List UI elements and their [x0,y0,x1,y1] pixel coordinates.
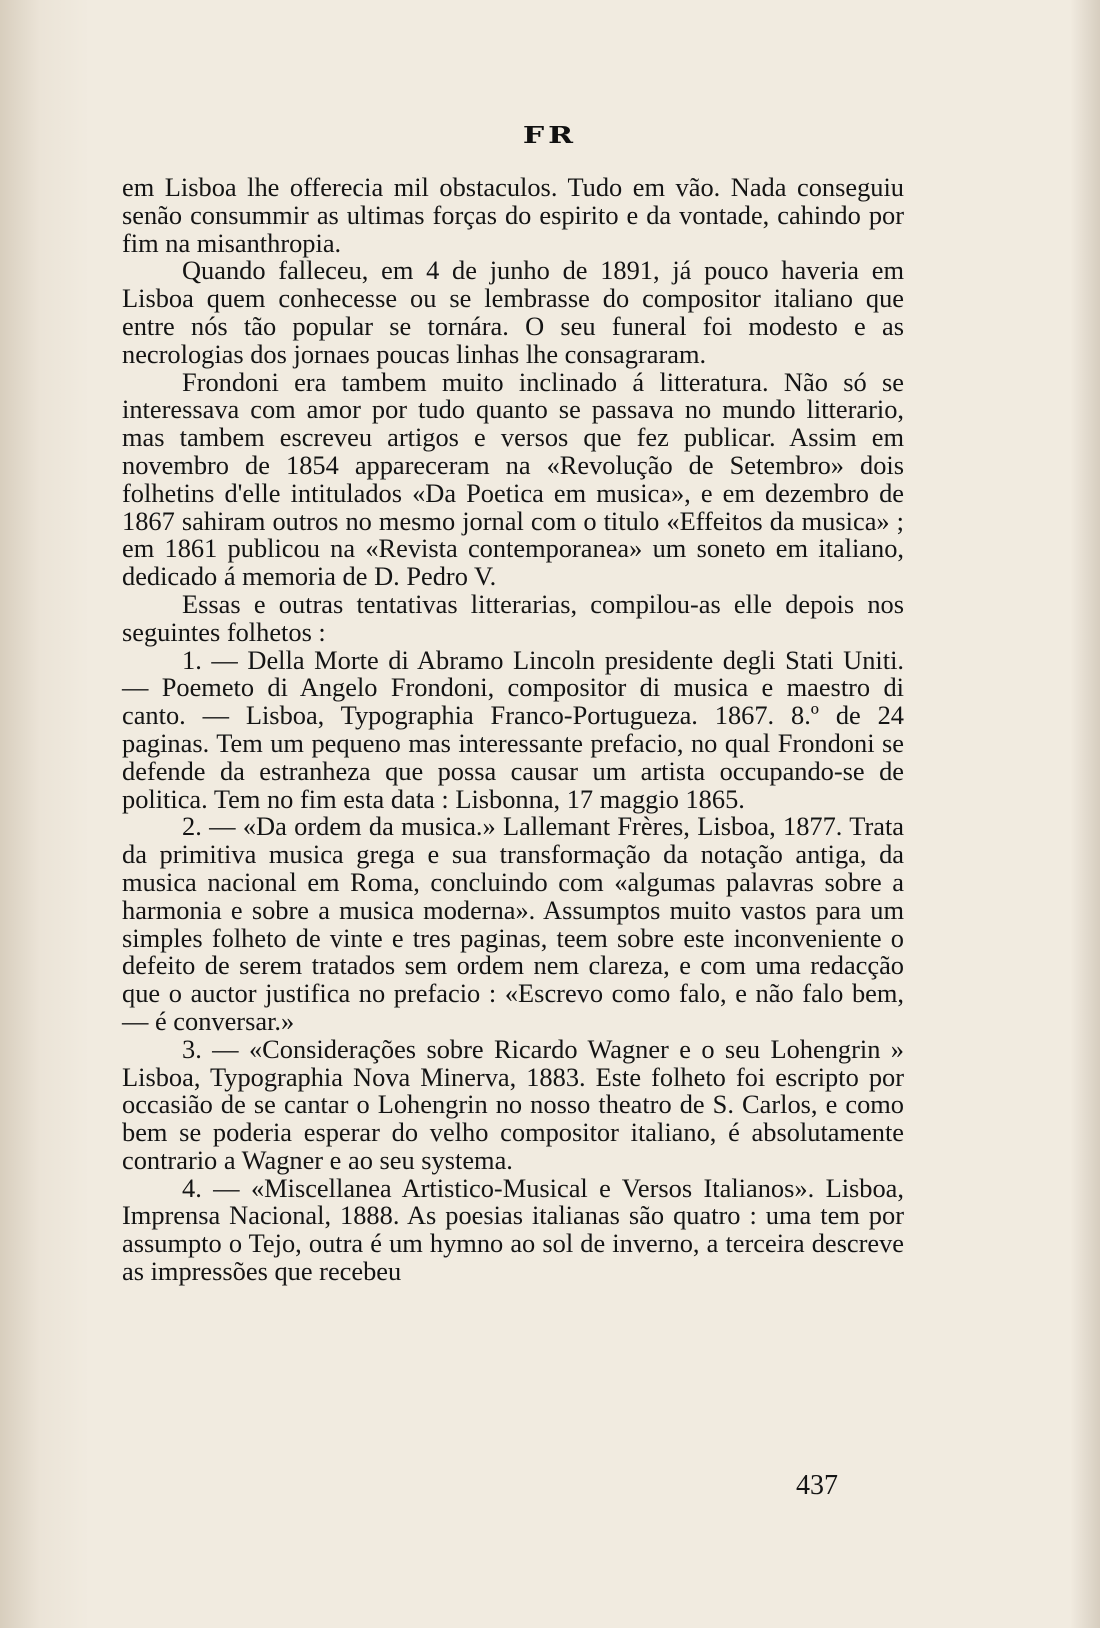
paragraph-4: Essas e outras tentativas litterarias, compilou-as elle depois nos seguintes folhetos : [122,588,904,647]
paragraph-1: em Lisboa lhe offerecia mil obstaculos. Tudo em vão. Nada conseguiu senão consummir as ultimas forças do espirito e da vontade, cahindo por fim na misanthropia. [122,172,904,258]
paragraph-5-item-1: 1. — Della Morte di Abramo Lincoln presidente degli Stati Uniti. — Poemeto di Angelo Frondoni, compositor di musica e maestro di canto. — Lisboa, Typographia Franco-Portugueza. 1867. 8.º de 24 paginas. Tem um pequeno mas interessante prefacio, no qual Frondoni se defende da estranheza que possa causar um artista occupando-se de politica. Tem no fim esta data : Lisbonna, 17 maggio 1865. [122,644,904,814]
running-head: FR [522,121,578,150]
paragraph-8-item-4: 4. — «Miscellanea Artistico-Musical e Versos Italianos». Lisboa, Imprensa Nacional, 1888. As poesias italianas são quatro : uma tem por assumpto o Tejo, outra é um hymno ao sol de inverno, a terceira descreve as impressões que recebeu [122,1172,904,1287]
paragraph-6-item-2: 2. — «Da ordem da musica.» Lallemant Frères, Lisboa, 1877. Trata da primitiva musica grega e sua transformação da notação antiga, da musica nacional em Roma, concluindo com «algumas palavras sobre a harmonia e sobre a musica moderna». Assumptos muito vastos para um simples folheto de vinte e tres paginas, teem sobre este inconveniente o defeito de serem tratados sem ordem nem clareza, e com uma redacção que o auctor justifica no prefacio : «Escrevo como falo, e não falo bem, — é conversar.» [122,811,904,1036]
page-number: 437 [796,1470,838,1501]
paragraph-3: Frondoni era tambem muito inclinado á litteratura. Não só se interessava com amor por tudo quanto se passava no mundo litterario, mas tambem escreveu artigos e versos que fez publicar. Assim em novembro de 1854 appareceram na «Revolução de Setembro» dois folhetins d'elle intitulados «Da Poetica em musica», e em dezembro de 1867 sahiram outros no mesmo jornal com o titulo «Effeitos da musica» ; em 1861 publicou na «Revista contemporanea» um soneto em italiano, dedicado á memoria de D. Pedro V. [122,366,904,592]
body-text [122,174,904,1286]
paragraph-7-item-3: 3. — «Considerações sobre Ricardo Wagner e o seu Lohengrin » Lisboa, Typographia Nova Minerva, 1883. Este folheto foi escripto por occasião de se cantar o Lohengrin no nosso theatro de S. Carlos, e como bem se poderia esperar do velho compositor italiano, é absolutamente contrario a Wagner e ao seu systema. [122,1033,904,1175]
paragraph-2: Quando falleceu, em 4 de junho de 1891, já pouco haveria em Lisboa quem conhecesse ou se lembrasse do compositor italiano que entre nós tão popular se tornára. O seu funeral foi modesto e as necrologias dos jornaes poucas linhas lhe consagraram. [122,255,904,369]
